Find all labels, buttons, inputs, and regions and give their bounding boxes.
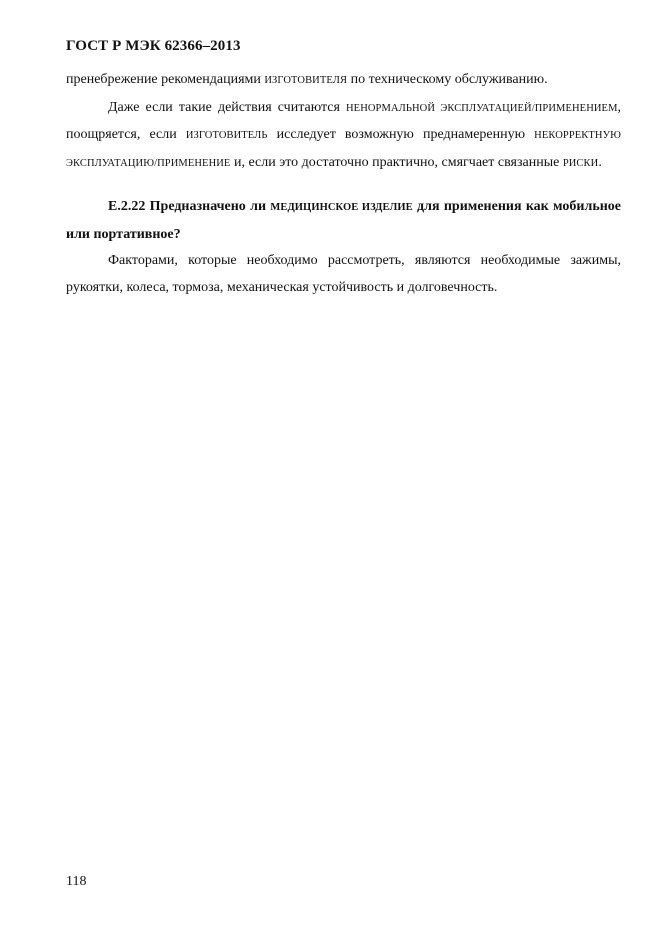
text-run: пренебрежение рекомендациями <box>66 72 265 87</box>
text-run: . <box>598 154 602 170</box>
paragraph-factors: Факторами, которые необходимо рассмотреть, являются необходимые зажимы, рукоятки, колеса, тормоза, механическая устойчивость и долговечность. <box>66 253 621 295</box>
text-run: по техническому обслуживанию. <box>347 72 548 87</box>
paragraph-abnormal-use <box>66 95 621 178</box>
heading-run: для применения как мобильное или портативное? <box>66 199 622 242</box>
text-run: Даже если такие действия считаются <box>108 99 346 115</box>
section-heading-e-2-22 <box>66 194 621 248</box>
heading-run: Е.2.22 Предназначено ли <box>108 199 271 214</box>
text-run: исследует возможную преднамеренную <box>267 127 535 142</box>
term-manufacturer: ИЗГОТОВИТЕЛЬ <box>185 130 268 141</box>
paragraph-continuation <box>66 67 621 95</box>
page-number: 118 <box>66 874 87 889</box>
term-risks: РИСКИ <box>562 157 599 169</box>
document-header: ГОСТ Р МЭК 62366–2013 <box>66 38 241 54</box>
page-body <box>66 67 621 301</box>
term-misuse: НЕКОРРЕКТНУЮ ЭКСПЛУАТАЦИЮ/ПРИМЕНЕНИЕ <box>66 130 621 169</box>
text-run: и, если это достаточно практично, смягчает связанные <box>230 154 563 170</box>
text-run: , поощряется, если <box>66 99 622 142</box>
term-abnormal-use: НЕНОРМАЛЬНОЙ ЭКСПЛУАТАЦИЕЙ/ПРИМЕНЕНИЕМ <box>346 102 618 114</box>
term-medical-device: МЕДИЦИНСКОЕ ИЗДЕЛИЕ <box>270 202 413 213</box>
term-manufacturer: ИЗГОТОВИТЕЛЯ <box>264 75 348 86</box>
